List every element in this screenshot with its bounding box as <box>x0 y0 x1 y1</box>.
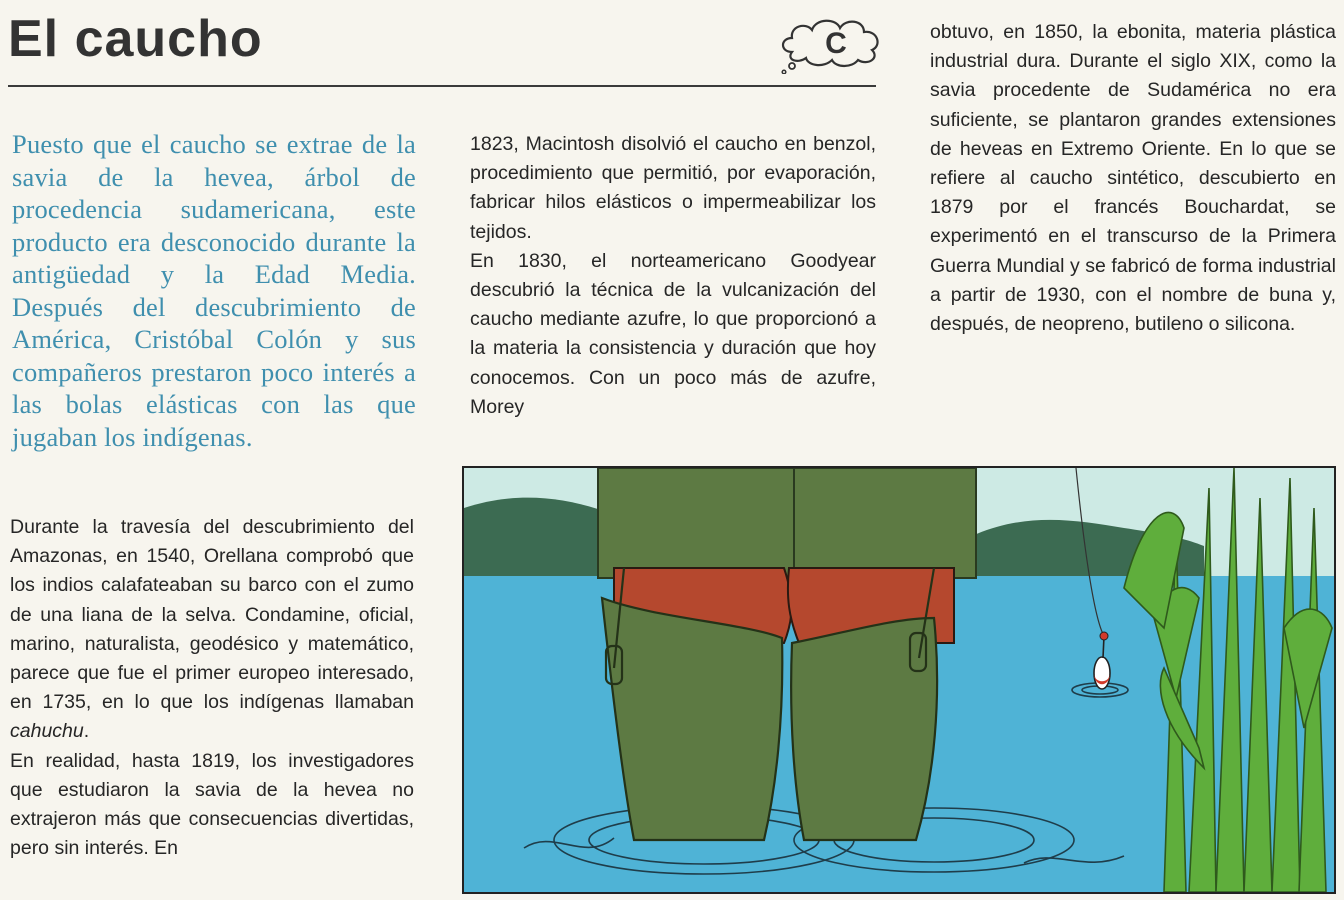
chapter-badge <box>778 12 890 74</box>
column1-paragraph-1 <box>10 513 414 747</box>
wader-right <box>791 618 937 840</box>
text-column-2 <box>470 130 876 422</box>
wader-illustration <box>462 466 1336 894</box>
column2-paragraph-1: 1823, Macintosh disolvió el caucho en benzol, procedimiento que permitió, por evaporación, fabricar hilos elásticos o impermeabilizar los tejidos. <box>470 133 876 243</box>
column2-paragraph-2: En 1830, el norteamericano Goodyear descubrió la técnica de la vulcanización del caucho mediante azufre, lo que proporcionó a la materia la consistencia y duración que hoy conocemos. Con un poco más de azufre, Morey <box>470 249 876 418</box>
intro-paragraph: Puesto que el caucho se extrae de la savia de la hevea, árbol de procedencia sudamericana, este producto era desconocido durante la antigüedad y la Edad Media. Después del descubrimiento de América, Cristóbal Colón y sus compañeros prestaron poco interés a las bolas elásticas con las que jugaban los indígenas. <box>12 129 416 452</box>
column1-text-b: . <box>83 720 90 743</box>
title-divider <box>8 85 876 87</box>
jacket <box>598 468 976 578</box>
wader-left <box>602 598 782 840</box>
badge-letter: C <box>825 27 847 60</box>
column1-paragraph-2: En realidad, hasta 1819, los investigadores que estudiaron la savia de la hevea no extrajeron más que consecuencias divertidas, pero sin interés. En <box>10 749 414 860</box>
column1-text-a: Durante la travesía del descubrimiento del Amazonas, en 1540, Orellana comprobó que los indios calafateaban su barco con el zumo de una liana de la selva. Condamine, oficial, marino, naturalista, geodésico y matemático, parece que fue el primer europeo interesado, en 1735, en lo que los indígenas llamaban <box>10 516 414 714</box>
text-column-1 <box>10 513 414 863</box>
text-column-3 <box>930 18 1336 339</box>
cahuchu-term: cahuchu <box>10 720 84 743</box>
page-title: El caucho <box>8 10 263 68</box>
cloud-letter-icon <box>778 12 890 74</box>
column3-paragraph-1: obtuvo, en 1850, la ebonita, materia plástica industrial dura. Durante el siglo XIX, como la savia procedente de Sudamérica no era suficiente, se plantaron grandes extensiones de heveas en Extremo Oriente. En lo que se refiere al caucho sintético, descubierto en 1879 por el francés Bouchardat, se experimentó en el transcurso de la Primera Guerra Mundial y se fabricó de forma industrial a partir de 1930, con el nombre de buna y, después, de neopreno, butileno o silicona. <box>930 21 1336 336</box>
